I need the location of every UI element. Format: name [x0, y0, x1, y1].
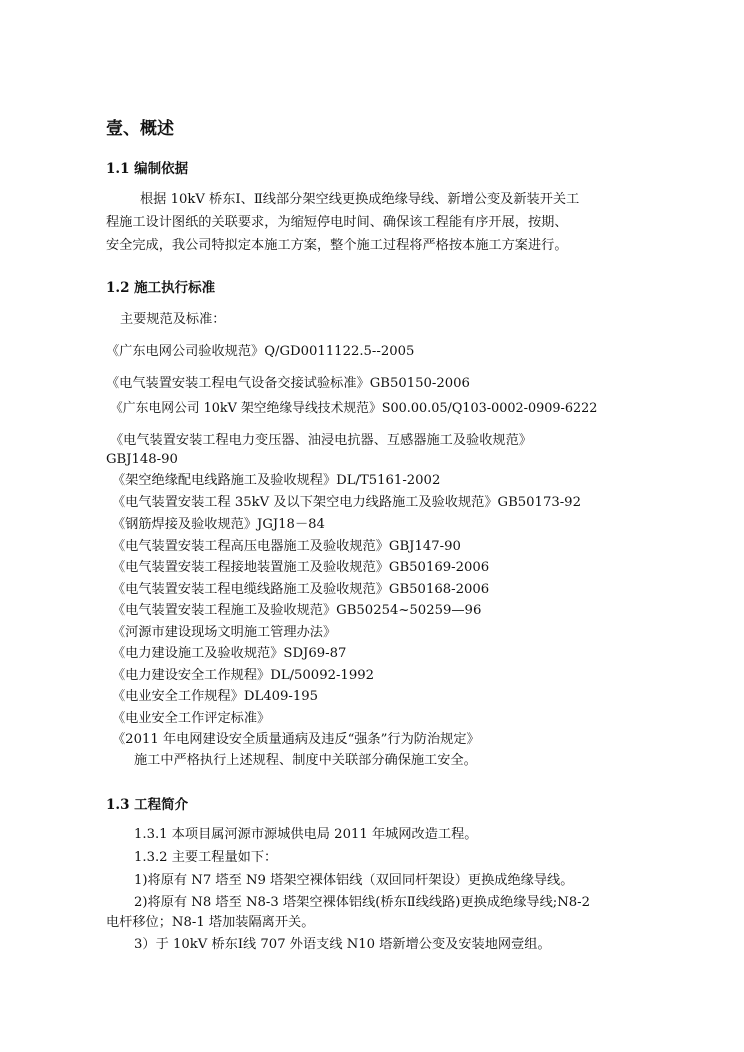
paragraph-line: 根据 10kV 桥东Ⅰ、Ⅱ线部分架空线更换成绝缘导线、新增公变及新装开关工	[140, 192, 580, 207]
paragraph-line: 程施工设计图纸的关联要求，为缩短停电时间、确保该工程能有序开展，按期、	[106, 215, 568, 230]
standards-closing: 施工中严格执行上述规程、制度中关联部分确保施工安全。	[134, 753, 477, 768]
standard-item: 《电业安全工作规程》DL409-195	[112, 689, 319, 704]
paragraph-line: 1.3.1 本项目属河源市源城供电局 2011 年城网改造工程。	[134, 827, 478, 842]
standard-item: GBJ148-90	[106, 452, 178, 467]
standard-item: 《电气装置安装工程电力变压器、油浸电抗器、互感器施工及验收规范》	[110, 433, 532, 448]
standard-item: 《广东电网公司 10kV 架空绝缘导线技术规范》S00.00.05/Q103-0002-0909-6222	[110, 401, 598, 416]
standard-item: 《广东电网公司验收规范》Q/GD0011122.5--2005	[106, 344, 415, 359]
chapter-heading: 壹、概述	[106, 119, 174, 139]
section-1-2-title: 1.2 施工执行标准	[106, 280, 216, 296]
standard-item: 《电气装置安装工程电气设备交接试验标准》GB50150-2006	[106, 376, 470, 391]
standard-item: 《电力建设施工及验收规范》SDJ69-87	[112, 646, 347, 661]
paragraph-line: 电杆移位；N8-1 塔加装隔离开关。	[106, 915, 315, 930]
paragraph-line: 2)将原有 N8 塔至 N8-3 塔架空裸体铝线(桥东Ⅱ线线路)更换成绝缘导线;N8-2	[134, 895, 590, 910]
standard-item: 《电气装置安装工程施工及验收规范》GB50254~50259—96	[112, 603, 482, 618]
standard-item: 《电气装置安装工程高压电器施工及验收规范》GBJ147-90	[112, 539, 461, 554]
standard-item: 《电业安全工作评定标准》	[112, 711, 271, 726]
standard-item: 《2011 年电网建设安全质量通病及违反“强条”行为防治规定》	[112, 732, 480, 747]
standard-item: 《河源市建设现场文明施工管理办法》	[112, 625, 337, 640]
standards-intro: 主要规范及标准：	[120, 312, 226, 327]
standard-item: 《电气装置安装工程 35kV 及以下架空电力线路施工及验收规范》GB50173-92	[112, 495, 581, 510]
section-1-1-title: 1.1 编制依据	[106, 161, 189, 177]
standard-item: 《电力建设安全工作规程》DL/50092-1992	[112, 668, 374, 683]
standard-item: 《钢筋焊接及验收规范》JGJ18－84	[112, 517, 325, 532]
paragraph-line: 安全完成，我公司特拟定本施工方案，整个施工过程将严格按本施工方案进行。	[106, 238, 568, 253]
standard-item: 《架空绝缘配电线路施工及验收规程》DL/T5161-2002	[112, 473, 441, 488]
paragraph-line: 3）于 10kV 桥东Ⅰ线 707 外语支线 N10 塔新增公变及安装地网壹组。	[134, 937, 551, 952]
section-1-3-title: 1.3 工程简介	[106, 797, 189, 813]
paragraph-line: 1.3.2 主要工程量如下：	[134, 850, 278, 865]
paragraph-line: 1)将原有 N7 塔至 N9 塔架空裸体铝线（双回同杆架设）更换成绝缘导线。	[134, 873, 574, 888]
standard-item: 《电气装置安装工程接地装置施工及验收规范》GB50169-2006	[112, 560, 490, 575]
standard-item: 《电气装置安装工程电缆线路施工及验收规范》GB50168-2006	[112, 582, 490, 597]
